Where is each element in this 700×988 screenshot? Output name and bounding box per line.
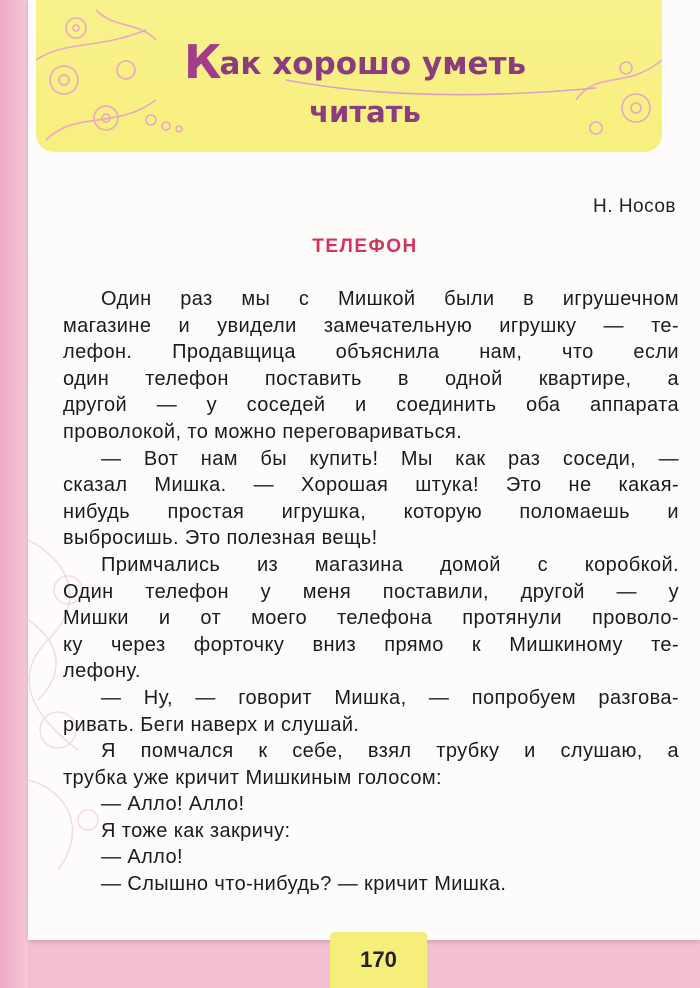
- text-line: другой — у соседей и соединить оба аппарата: [63, 394, 679, 417]
- story-title: ТЕЛЕФОН: [312, 236, 418, 257]
- chapter-title: [36, 34, 662, 130]
- author-name: Н. Носов: [593, 196, 676, 217]
- text-line: ривать. Беги наверх и слушай.: [63, 713, 360, 736]
- text-line: нибудь простая игрушка, которую поломаешь и: [63, 500, 679, 523]
- text-line: — Алло!: [101, 846, 183, 869]
- text-line: магазине и увидели замечательную игрушку — те-: [63, 314, 679, 337]
- story-text: [63, 286, 679, 898]
- title-initial-letter: К: [183, 35, 222, 89]
- text-line: трубка уже кричит Мишкиным голосом:: [63, 766, 442, 789]
- text-line: Один раз мы с Мишкой были в игрушечном: [101, 288, 679, 310]
- chapter-header-band: [36, 0, 662, 152]
- text-line: — Слышно что-нибудь? — кричит Мишка.: [101, 873, 507, 896]
- title-line-2: читать: [309, 94, 421, 129]
- text-line: Я помчался к себе, взял трубку и слушаю, а: [101, 740, 679, 763]
- text-line: лефон. Продавщица объяснила нам, что если: [63, 341, 679, 364]
- text-line: проволокой, то можно переговариваться.: [63, 420, 463, 443]
- text-line: Примчались из магазина домой с коробкой.: [101, 553, 679, 576]
- text-line: Мишки и от моего телефона протянули проволо-: [63, 607, 679, 630]
- left-pink-strip: [0, 0, 28, 988]
- text-line: — Алло! Алло!: [101, 793, 245, 816]
- page-number: 170: [330, 932, 427, 988]
- text-line: — Вот нам бы купить! Мы как раз соседи, —: [101, 447, 679, 470]
- text-line: лефону.: [63, 660, 141, 683]
- text-line: Я тоже как закричу:: [101, 819, 291, 842]
- text-line: ку через форточку вниз прямо к Мишкиному те-: [63, 633, 679, 656]
- text-line: выбросишь. Это полезная вещь!: [63, 527, 378, 550]
- title-line-1: ак хорошо уметь: [219, 46, 527, 82]
- text-line: сказал Мишка. — Хорошая штука! Это не какая-: [63, 474, 679, 497]
- text-line: — Ну, — говорит Мишка, — попробуем разгова-: [101, 686, 679, 709]
- text-line: Один телефон у меня поставили, другой — у: [63, 580, 679, 603]
- text-line: один телефон поставить в одной квартире, а: [63, 367, 679, 390]
